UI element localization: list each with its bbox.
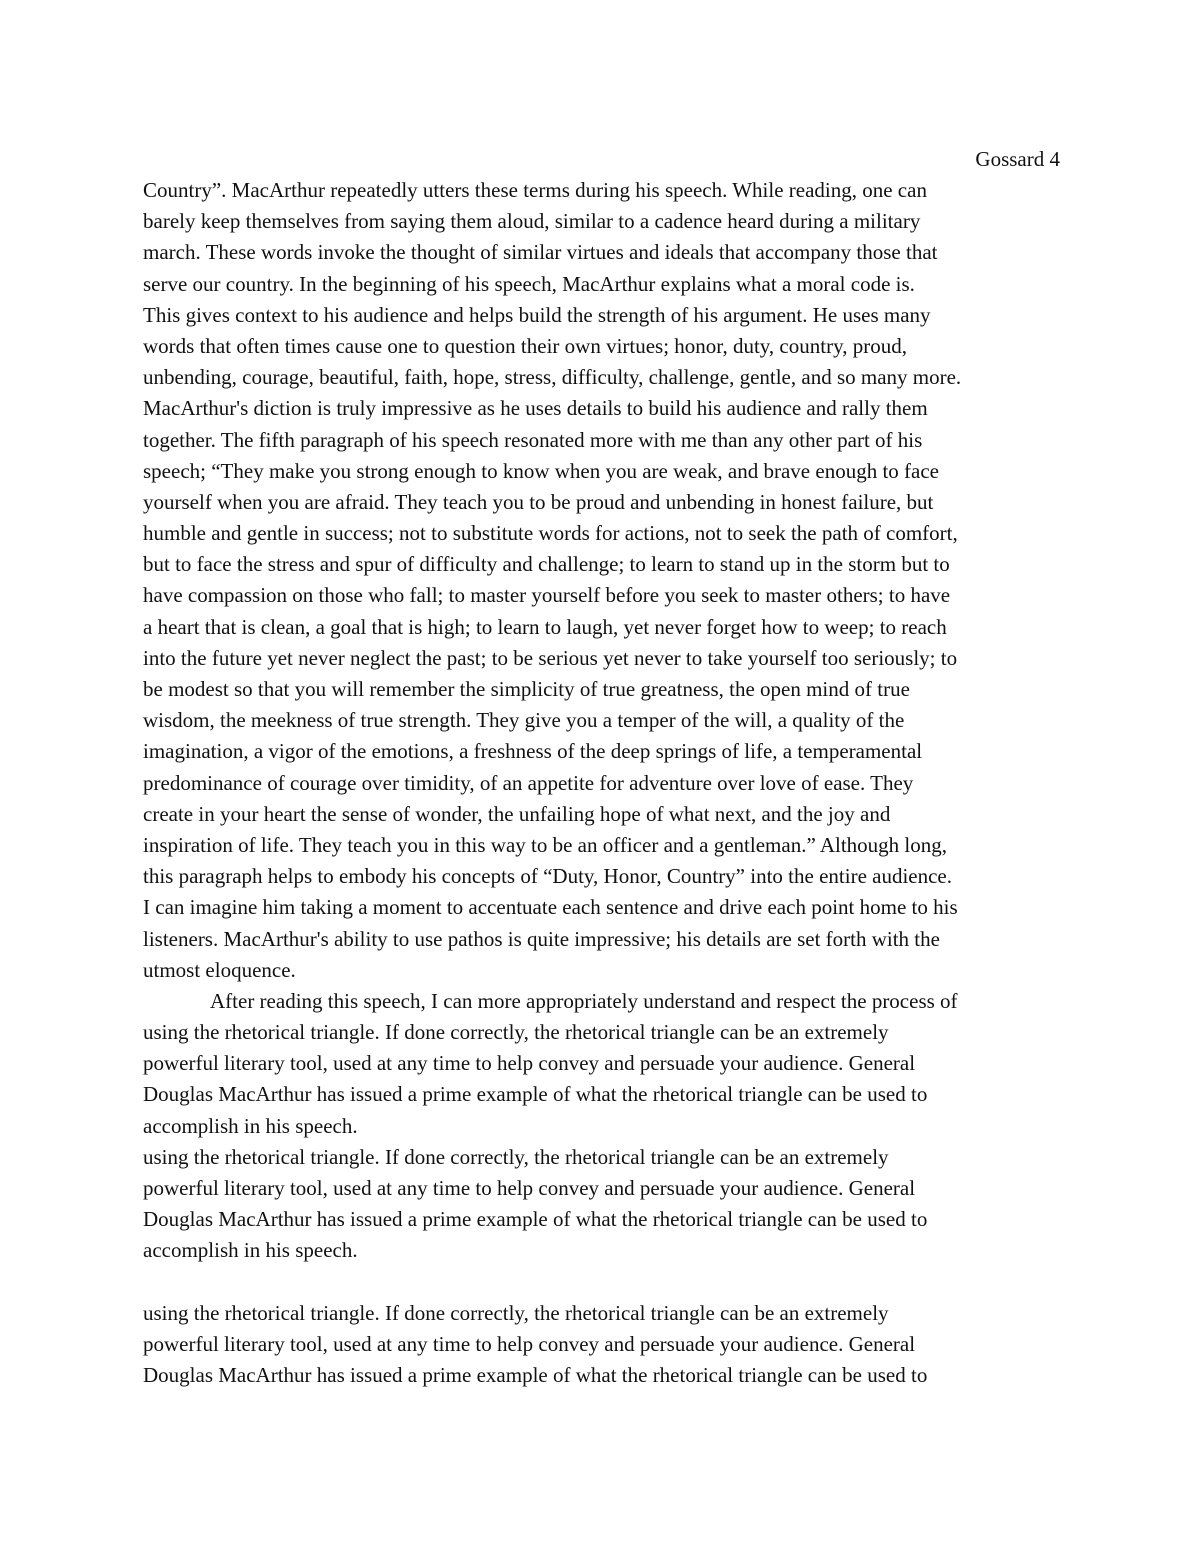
paragraph-repeat-2	[143, 1298, 1063, 1392]
text-line: Douglas MacArthur has issued a prime example of what the rhetorical triangle can be used to	[143, 1082, 928, 1107]
text-line: utmost eloquence.	[143, 957, 296, 982]
text-line: using the rhetorical triangle. If done correctly, the rhetorical triangle can be an extremely	[143, 1300, 889, 1325]
text-line: accomplish in his speech.	[143, 1113, 358, 1138]
text-line: have compassion on those who fall; to master yourself before you seek to master others; to have	[143, 583, 951, 608]
text-line: After reading this speech, I can more appropriately understand and respect the process of	[210, 988, 958, 1013]
text-line: into the future yet never neglect the past; to be serious yet never to take yourself too seriously; to	[143, 645, 958, 670]
text-line: humble and gentle in success; not to substitute words for actions, not to seek the path of comfort,	[143, 521, 958, 546]
text-line: Douglas MacArthur has issued a prime example of what the rhetorical triangle can be used to	[143, 1363, 928, 1388]
text-line: wisdom, the meekness of true strength. They give you a temper of the will, a quality of the	[143, 708, 905, 733]
page-header: Gossard 4	[975, 147, 1060, 171]
text-line: powerful literary tool, used at any time to help convey and persuade your audience. General	[143, 1051, 916, 1076]
text-line: imagination, a vigor of the emotions, a freshness of the deep springs of life, a temperamental	[143, 739, 923, 764]
essay-body	[143, 175, 1063, 1391]
text-line: march. These words invoke the thought of similar virtues and ideals that accompany those that	[143, 240, 938, 265]
text-line: barely keep themselves from saying them aloud, similar to a cadence heard during a military	[143, 209, 921, 234]
text-line: yourself when you are afraid. They teach you to be proud and unbending in honest failure, but	[143, 489, 934, 514]
text-line: this paragraph helps to embody his concepts of “Duty, Honor, Country” into the entire audience.	[143, 864, 953, 889]
text-line: but to face the stress and spur of difficulty and challenge; to learn to stand up in the storm but to	[143, 552, 950, 577]
text-line: I can imagine him taking a moment to accentuate each sentence and drive each point home to his	[143, 895, 958, 920]
text-line: predominance of courage over timidity, of an appetite for adventure over love of ease. They	[143, 770, 914, 795]
text-line: listeners. MacArthur's ability to use pathos is quite impressive; his details are set forth with the	[143, 926, 940, 951]
text-line: MacArthur's diction is truly impressive as he uses details to build his audience and rally them	[143, 396, 928, 421]
text-line: create in your heart the sense of wonder, the unfailing hope of what next, and the joy and	[143, 801, 891, 826]
blank-line	[143, 1267, 1063, 1298]
text-line: together. The fifth paragraph of his speech resonated more with me than any other part of his	[143, 427, 923, 452]
text-line: speech; “They make you strong enough to know when you are weak, and brave enough to face	[143, 458, 939, 483]
text-line: powerful literary tool, used at any time to help convey and persuade your audience. General	[143, 1176, 916, 1200]
paragraph-conclusion	[143, 986, 1063, 1142]
paragraph-repeat-1	[143, 1142, 1063, 1267]
text-line: accomplish in his speech.	[143, 1238, 358, 1263]
text-line: using the rhetorical triangle. If done correctly, the rhetorical triangle can be an extremely	[143, 1144, 889, 1169]
text-line: using the rhetorical triangle. If done correctly, the rhetorical triangle can be an extremely	[143, 1020, 889, 1045]
paragraph-speech-analysis	[143, 175, 1063, 986]
text-line: powerful literary tool, used at any time to help convey and persuade your audience. General	[143, 1331, 916, 1356]
text-line: be modest so that you will remember the simplicity of true greatness, the open mind of true	[143, 677, 910, 701]
text-line: words that often times cause one to question their own virtues; honor, duty, country, proud,	[143, 333, 907, 358]
text-line: a heart that is clean, a goal that is high; to learn to laugh, yet never forget how to weep; to reach	[143, 614, 947, 639]
text-line: unbending, courage, beautiful, faith, hope, stress, difficulty, challenge, gentle, and so many more.	[143, 365, 962, 390]
text-line: serve our country. In the beginning of his speech, MacArthur explains what a moral code is.	[143, 271, 915, 296]
text-line: Douglas MacArthur has issued a prime example of what the rhetorical triangle can be used to	[143, 1207, 928, 1232]
text-line: Country”. MacArthur repeatedly utters these terms during his speech. While reading, one can	[143, 178, 927, 202]
text-line: inspiration of life. They teach you in this way to be an officer and a gentleman.” Although long,	[143, 832, 948, 857]
text-line: This gives context to his audience and helps build the strength of his argument. He uses many	[143, 302, 931, 327]
